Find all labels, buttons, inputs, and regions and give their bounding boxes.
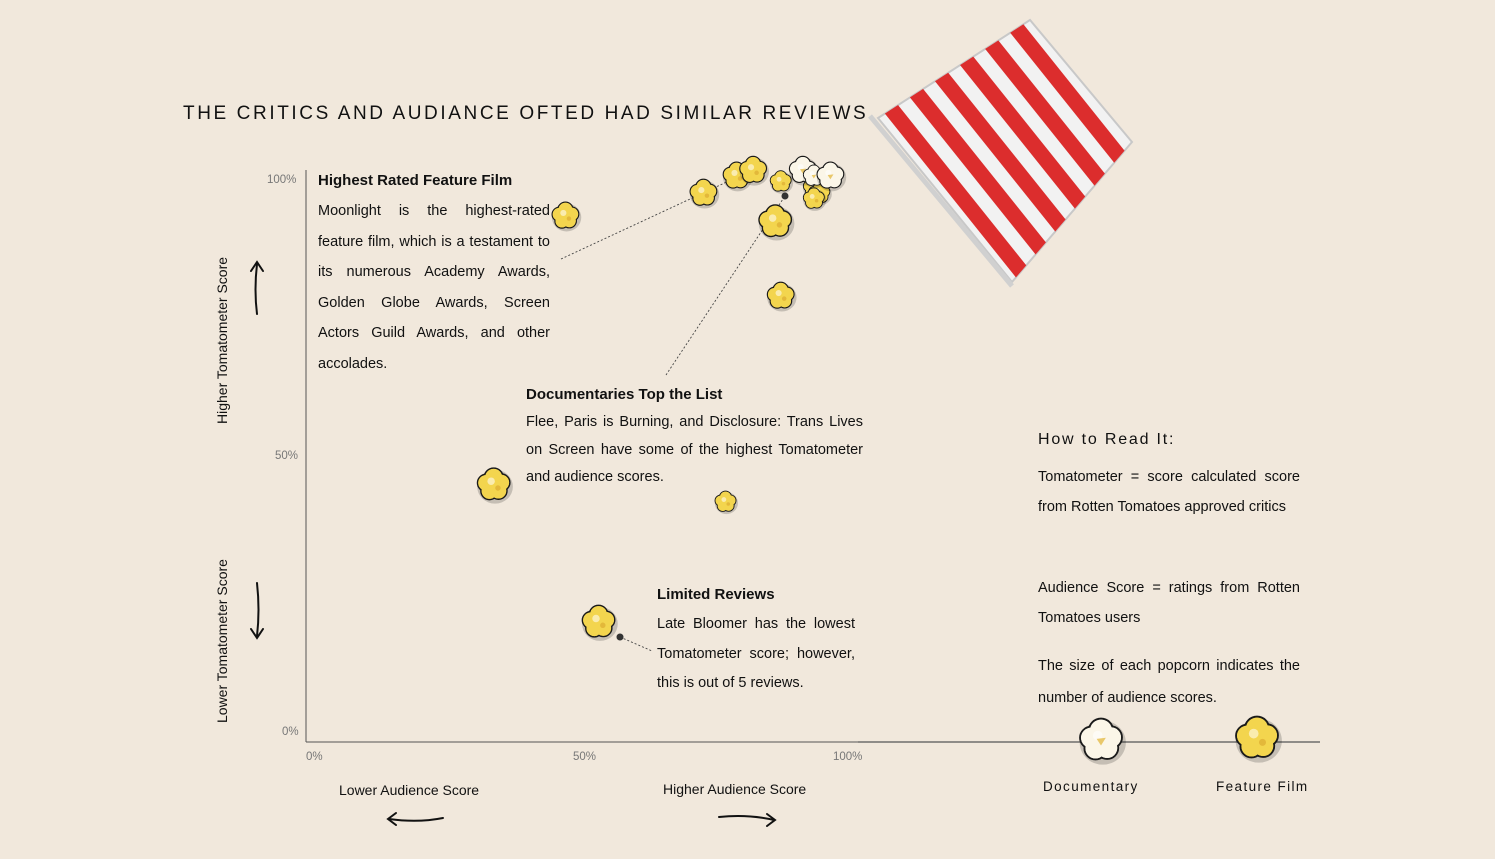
how-to-read-size: The size of each popcorn indicates the number of audience scores. <box>1038 658 1300 706</box>
feature-film-point-3 <box>740 156 769 185</box>
y-axis-label-low: Lower Tomatometer Score <box>214 559 230 723</box>
x-axis-label-high: Higher Audience Score <box>663 781 807 797</box>
y-axis-label-high: Higher Tomatometer Score <box>214 256 230 424</box>
x-right-arrow-icon <box>719 814 775 826</box>
chart-title: THE CRITICS AND AUDIANCE OFTED HAD SIMILAR REVIEWS <box>183 103 869 124</box>
y-tick-0: 0% <box>282 726 299 738</box>
popcorn-bucket-icon <box>680 0 1434 300</box>
docs-annotation-title: Documentaries Top the List <box>526 386 723 403</box>
feature-annotation-title: Highest Rated Feature Film <box>318 172 513 189</box>
x-left-arrow-icon <box>388 813 443 825</box>
legend-documentary-label: Documentary <box>1043 779 1139 794</box>
feature-film-point-1 <box>690 179 719 208</box>
how-to-read-audience: Audience Score = ratings from Rotten Tomatoes users <box>1038 580 1300 626</box>
feature-film-point-10 <box>477 468 513 504</box>
y-tick-50: 50% <box>275 450 299 462</box>
x-tick-0: 0% <box>306 751 323 763</box>
feature-film-point-6 <box>767 282 796 311</box>
feature-film-point-11 <box>715 491 738 514</box>
how-to-read-tomatometer: Tomatometer = score calculated score from Rotten Tomatoes approved critics <box>1038 469 1300 515</box>
feature-film-point-0 <box>552 202 581 231</box>
limited-annotation-title: Limited Reviews <box>657 586 775 603</box>
limited-annotation-body: Late Bloomer has the lowest Tomatometer score; however, this is out of 5 reviews. <box>657 616 855 691</box>
docs-annotation-body: Flee, Paris is Burning, and Disclosure: Trans Lives on Screen have some of the highest Tomatometer and audience scores. <box>526 414 863 485</box>
x-axis-label-low: Lower Audience Score <box>339 782 480 798</box>
feature-film-point-12 <box>582 605 618 641</box>
y-down-arrow-icon <box>251 583 263 638</box>
y-up-arrow-icon <box>251 262 263 314</box>
feature-annotation-body: Moonlight is the highest-rated feature film, which is a testament to its numerous Academy Awards, Golden Globe Awards, Screen Actors Guild Awards, and other accolades. <box>318 203 550 372</box>
x-tick-100: 100% <box>833 751 863 763</box>
legend-feature-film-label: Feature Film <box>1216 779 1309 794</box>
y-tick-100: 100% <box>267 174 297 186</box>
legend-documentary-icon <box>1080 719 1126 765</box>
legend-feature-film-icon <box>1236 717 1282 763</box>
how-to-read-title: How to Read It: <box>1038 431 1176 448</box>
documentary-point-2 <box>817 162 846 191</box>
x-tick-50: 50% <box>573 751 597 763</box>
feature-film-point-5 <box>759 205 795 241</box>
